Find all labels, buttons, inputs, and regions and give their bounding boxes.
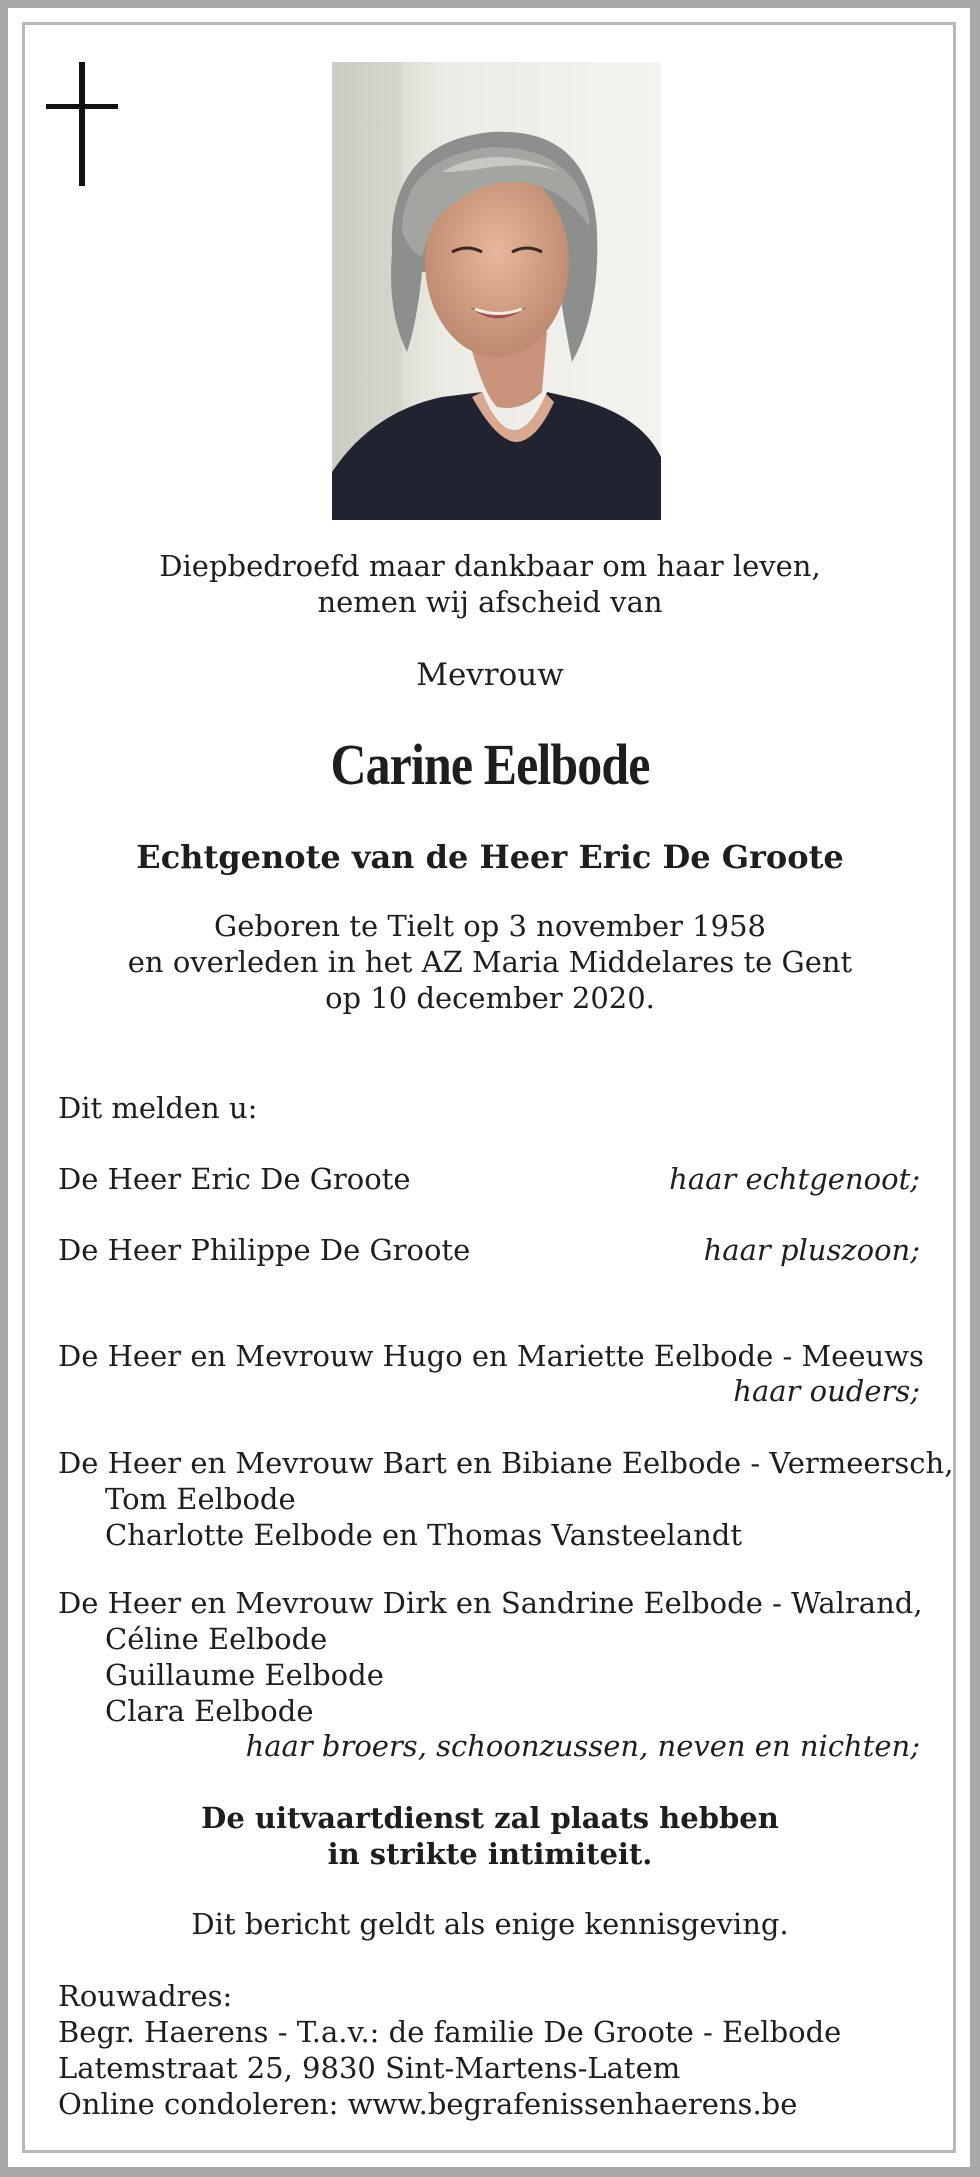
spouse-line: Echtgenote van de Heer Eric De Groote — [136, 838, 844, 876]
deceased-name: Carine Eelbode — [330, 732, 650, 797]
family-child: Tom Eelbode — [105, 1482, 296, 1516]
family-group-bart — [58, 1445, 953, 1553]
family-member-role: haar echtgenoot; — [669, 1162, 920, 1196]
honorific: Mevrouw — [416, 657, 564, 693]
family-child: Guillaume Eelbode — [105, 1658, 384, 1692]
service-line: in strikte intimiteit. — [327, 1837, 653, 1871]
intro-line: nemen wij afscheid van — [317, 585, 663, 619]
family-row-parents: De Heer en Mevrouw Hugo en Mariette Eelbode - Meeuws — [58, 1339, 924, 1373]
family-child: Charlotte Eelbode en Thomas Vansteelandt — [105, 1518, 743, 1552]
mourning-address — [58, 1978, 841, 2122]
family-group-head: De Heer en Mevrouw Dirk en Sandrine Eelbode - Walrand, — [58, 1586, 923, 1620]
family-child: Clara Eelbode — [105, 1694, 314, 1728]
notice-text: Dit bericht geldt als enige kennisgeving. — [191, 1907, 789, 1941]
birth-death-text — [0, 908, 980, 1016]
service-line: De uitvaartdienst zal plaats hebben — [201, 1801, 779, 1835]
date-line: op 10 december 2020. — [325, 981, 655, 1015]
family-row-husband — [58, 1161, 920, 1197]
portrait-photo — [332, 62, 661, 520]
death-line: en overleden in het AZ Maria Middelares te Gent — [127, 945, 853, 979]
condolence-link[interactable]: Online condoleren: www.begrafenissenhaerens.be — [58, 2087, 798, 2121]
intro-line: Diepbedroefd maar dankbaar om haar leven, — [159, 549, 821, 583]
intro-text — [0, 548, 980, 620]
parents-role: haar ouders; — [733, 1374, 920, 1408]
family-member-name: De Heer Eric De Groote — [58, 1162, 411, 1196]
family-group-dirk — [58, 1585, 923, 1729]
family-member-role: haar pluszoon; — [703, 1233, 920, 1267]
address-line: Begr. Haerens - T.a.v.: de familie De Groote - Eelbode — [58, 2015, 842, 2049]
family-member-name: De Heer Philippe De Groote — [58, 1233, 471, 1267]
address-label: Rouwadres: — [58, 1979, 233, 2013]
siblings-role: haar broers, schoonzussen, neven en nichten; — [245, 1729, 920, 1763]
cross-icon — [46, 62, 118, 186]
family-child: Céline Eelbode — [105, 1622, 328, 1656]
service-text — [0, 1800, 980, 1872]
family-row-stepson — [58, 1232, 920, 1268]
announce-text: Dit melden u: — [58, 1091, 258, 1125]
birth-line: Geboren te Tielt op 3 november 1958 — [214, 909, 766, 943]
family-group-head: De Heer en Mevrouw Bart en Bibiane Eelbode - Vermeersch, — [58, 1446, 954, 1480]
address-line: Latemstraat 25, 9830 Sint-Martens-Latem — [58, 2051, 681, 2085]
